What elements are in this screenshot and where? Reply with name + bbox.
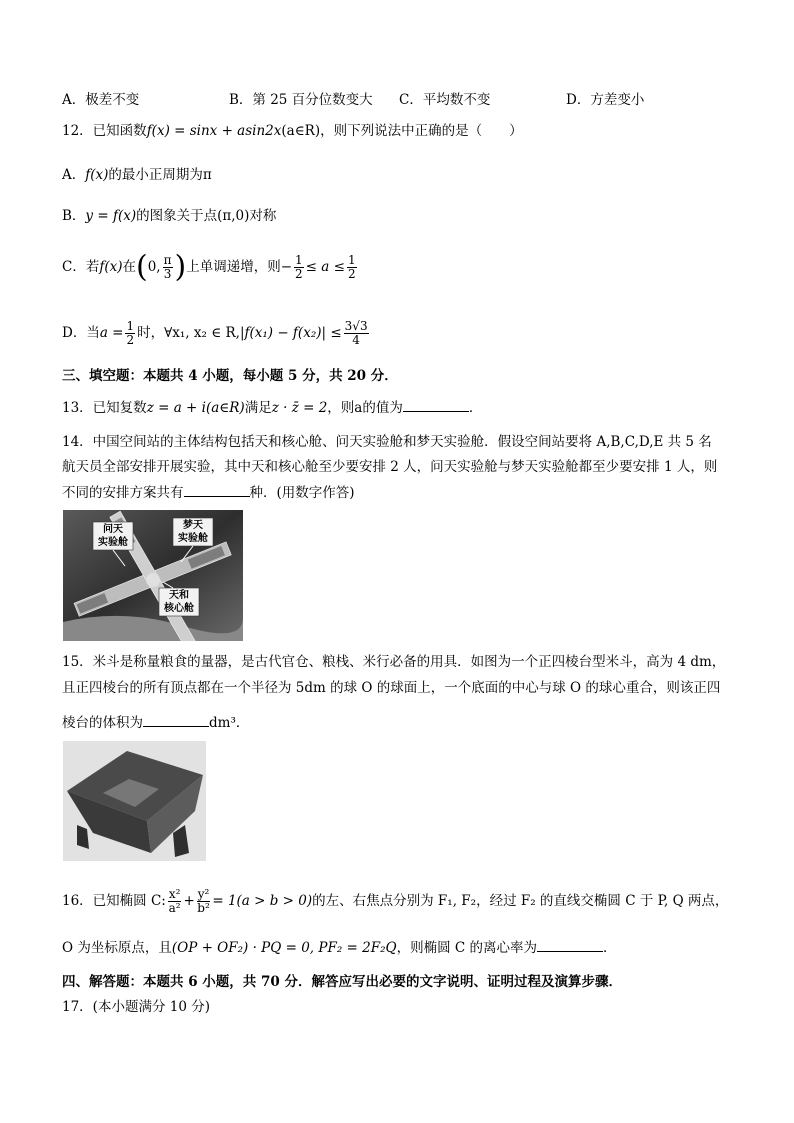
y2-over-b2 (197, 888, 211, 915)
q15-line-2: 且正四棱台的所有顶点都在一个半径为 5dm 的球 O 的球面上，一个底面的中心与球 O 的球心重合，则该正四 (62, 680, 721, 696)
answer-blank[interactable] (403, 397, 469, 412)
q12-option-d-text: 时，∀x₁, x₂ ∈ R, (137, 325, 240, 341)
tianhe-label: 天和 核心舱 (164, 590, 194, 614)
q16-line-1 (62, 888, 728, 915)
q11-option-d: D．方差变小 (566, 92, 645, 108)
q12-function: f(x) = sinx + asin2x (146, 123, 282, 139)
q16-line-1-end: 的左、右焦点分别为 F₁, F₂，经过 F₂ 的直线交椭圆 C 于 P, Q 两点， (312, 893, 729, 909)
q16-equation: = 1(a > b > 0) (212, 893, 313, 909)
q12-option-c-inequality: ≤ a ≤ (305, 259, 345, 275)
q13-post: ，则a的值为 (327, 400, 403, 416)
q16-vector-condition: (OP + OF₂) · PQ = 0, PF₂ = 2F₂Q (171, 940, 397, 956)
q14-line-3-text: 不同的安排方案共有 (62, 485, 184, 501)
right-paren: ) (174, 249, 187, 285)
q12-option-a-label: A． (62, 167, 86, 183)
q12-option-d-label: D．当 (62, 325, 100, 341)
q16-line-2 (62, 937, 617, 958)
q14-line-2: 航天员全部安排开展实验，其中天和核心舱至少要安排 2 人，问天实验舱与梦天实验舱都至少要安排 1 人，则 (62, 459, 718, 475)
section-4-heading: 四、解答题：本题共 6 小题，共 70 分．解答应写出必要的文字说明、证明过程及演算步骤． (62, 974, 622, 990)
q13-mid: 满足 (244, 400, 272, 416)
fraction-denominator: 3 (163, 267, 172, 281)
q12-option-a (62, 165, 212, 185)
fraction-numerator: 3√3 (344, 319, 368, 333)
fraction-numerator: y² (197, 887, 210, 901)
q12-option-c (62, 249, 359, 285)
q12-stem-text: 12．已知函数 (62, 123, 147, 139)
wentian-label: 问天 实验舱 (98, 524, 128, 548)
fraction-denominator: 2 (295, 267, 303, 281)
q15-end: ． (235, 715, 250, 731)
q13-text: 13．已知复数 (62, 400, 147, 416)
fraction-denominator: 2 (347, 267, 356, 281)
q12-option-b-func: y = f(x) (85, 208, 137, 224)
q11-option-c: C．平均数不变 (399, 92, 491, 108)
x2-over-a2 (168, 888, 182, 915)
fraction-denominator: 4 (352, 333, 360, 347)
q14-line-1: 14．中国空间站的主体结构包括天和核心舱、问天实验舱和梦天实验舱．假设空间站要将 A,B,C,D,E 共 5 名 (62, 434, 712, 450)
q16-text: 16．已知椭圆 C: (62, 893, 166, 909)
q12-option-d (62, 320, 371, 347)
q15-line-3 (62, 712, 249, 733)
half-fraction (125, 320, 135, 347)
q16-line-2-post: ，则椭圆 C 的离心率为 (396, 940, 537, 956)
q15-unit: dm³ (209, 715, 236, 731)
fraction-numerator: 1 (347, 253, 356, 267)
q12-option-c-mid: 在 (122, 259, 136, 275)
q12-option-b (62, 206, 276, 226)
q12-option-a-text: 的最小正周期为π (108, 167, 212, 183)
q13-condition: z · z̄ = 2 (271, 400, 328, 416)
rice-measure-photo (63, 741, 206, 861)
answer-blank[interactable] (143, 712, 209, 727)
q11-options (62, 90, 644, 110)
fraction-numerator: 1 (295, 253, 303, 267)
q11-option-a: A．极差不变 (62, 92, 140, 108)
fraction-denominator: a² (168, 901, 181, 915)
q12-stem (62, 121, 523, 141)
q12-option-d-a: a = (99, 325, 124, 341)
q13-expr: z = a + i(a∈R) (146, 400, 245, 416)
q15-line-1: 15．米斗是称量粮食的量器，是古代官仓、粮栈、米行必备的用具．如图为一个正四棱台型米斗，高为 4 dm， (62, 654, 726, 670)
section-3-heading: 三、填空题：本题共 4 小题，每小题 5 分，共 20 分． (62, 368, 398, 384)
mengtian-label: 梦天 实验舱 (178, 520, 208, 544)
half-fraction-right (347, 254, 357, 281)
q12-option-c-label: C．若 (62, 259, 100, 275)
q15-line-3-text: 棱台的体积为 (62, 715, 143, 731)
plus-sign: + (183, 893, 195, 909)
q16-end: ． (603, 940, 617, 956)
q12-option-b-label: B． (62, 208, 86, 224)
q12-option-c-interval-left: 0, (147, 259, 161, 275)
q13-end: ． (468, 400, 483, 416)
q13 (62, 397, 482, 418)
pi-over-3-fraction (163, 254, 173, 281)
fraction-denominator: 2 (126, 333, 135, 347)
left-paren: ( (136, 249, 148, 285)
q11-option-b: B．第 25 百分位数变大 (229, 92, 373, 108)
fraction-numerator: 1 (126, 319, 135, 333)
half-fraction-left (294, 254, 304, 281)
q14-line-3 (62, 482, 355, 503)
q12-option-c-text: 上单调递增，则 (186, 259, 281, 275)
q12-option-d-abs: |f(x₁) − f(x₂)| ≤ (239, 325, 342, 341)
q12-option-b-text: 的图象关于点(π,0)对称 (136, 208, 277, 224)
answer-blank[interactable] (184, 482, 250, 497)
q12-stem-end: ，则下列说法中正确的是（ ） (320, 123, 523, 139)
answer-blank[interactable] (537, 937, 603, 952)
q14-line-3-end: 种．(用数字作答) (249, 485, 355, 501)
q12-option-c-func: f(x) (99, 259, 123, 275)
fraction-numerator: π (163, 253, 172, 267)
q12-domain: (a∈R) (281, 123, 321, 139)
fraction-denominator: b² (197, 901, 210, 915)
q16-line-2-text: O 为坐标原点，且 (62, 940, 172, 956)
q17: 17．(本小题满分 10 分) (62, 999, 210, 1015)
space-station-photo (63, 510, 243, 641)
three-root-three-over-four (344, 320, 369, 347)
fraction-numerator: x² (168, 887, 181, 901)
q12-option-a-func: f(x) (85, 167, 109, 183)
minus-sign: − (280, 259, 293, 275)
